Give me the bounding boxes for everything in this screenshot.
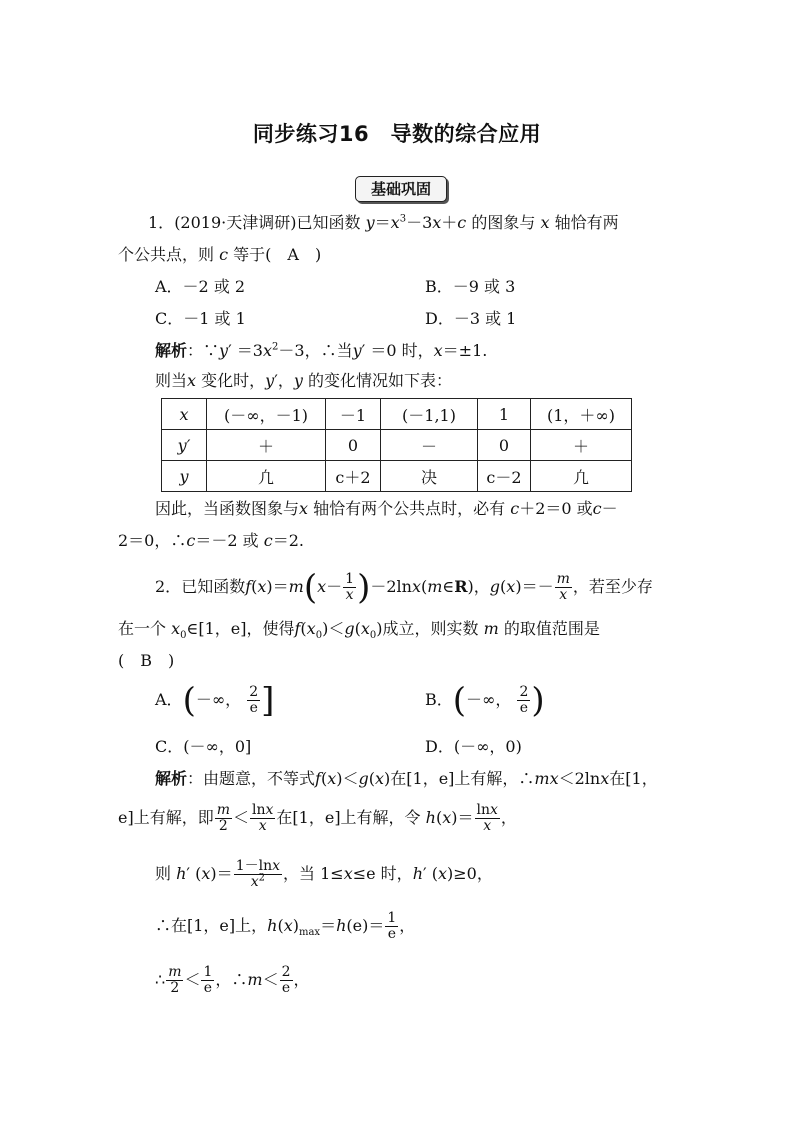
variation-table — [161, 398, 632, 492]
q2-option-b: B．(－∞， $\frac{2}{e}$ ) — [425, 680, 545, 721]
table-cell: ＋ — [531, 430, 632, 461]
table-cell: －1 — [326, 399, 381, 430]
q2-option-d: D．(－∞，0) — [425, 737, 522, 756]
q1-conclusion-line2: 2＝0，∴c＝－2 或 c＝2. — [118, 531, 304, 550]
q1-option-b: B．－9 或 3 — [425, 277, 516, 296]
section-badge: 基础巩固 — [355, 176, 447, 202]
q2-analysis-line2: e]上有解，即 $\frac{m}{2}$ ＜ $\frac{\ln x}{x}$ 在[1，e]上有解，令 h(x)＝ $\frac{\ln x}{x}$ ， — [118, 802, 517, 834]
table-cell: 决 — [381, 461, 478, 492]
table-cell: (－1,1) — [381, 399, 478, 430]
q2-option-c: C．(－∞，0] — [155, 737, 252, 756]
q2-option-a: A．(－∞， $\frac{2}{e}$ ] — [155, 680, 275, 721]
table-row — [162, 461, 632, 492]
q2-analysis-line4: ∴在[1，e]上，$h(x)_{max}=h(e)=$ $\frac{1}{e}$ ， — [155, 910, 416, 942]
table-cell: 凢 — [531, 461, 632, 492]
table-cell: (1，＋∞) — [531, 399, 632, 430]
q1-analysis-line1: 解析：∵y′ $=3x^2-3$，∴当y′ ＝0 时，x＝±1. — [155, 341, 488, 360]
q2-analysis-line5: ∴ $\frac{m}{2}$ ＜ $\frac{1}{e}$ ，∴m＜ $\frac{2}{e}$ ， — [155, 964, 310, 996]
q1-stem-line2: 个公共点，则 c 等于( A ) — [118, 245, 322, 264]
q1-option-d: D．－3 或 1 — [425, 309, 517, 328]
table-cell: 1 — [478, 399, 531, 430]
page-title: 同步练习16 导数的综合应用 — [252, 122, 542, 146]
q1-conclusion-line1: 因此，当函数图象与x 轴恰有两个公共点时，必有 c＋2＝0 或c－ — [155, 499, 618, 518]
q1-option-c: C．－1 或 1 — [155, 309, 246, 328]
q2-analysis-line1: 解析：由题意，不等式f(x)＜g(x)在[1，e]上有解，∴mx＜2lnx在[1， — [155, 769, 658, 788]
table-cell: － — [381, 430, 478, 461]
q1-analysis-line2: 则当x 变化时，y′，y 的变化情况如下表： — [155, 371, 453, 390]
q2-answer: ( B ) — [118, 651, 175, 670]
table-row — [162, 399, 632, 430]
table-cell: 0 — [478, 430, 531, 461]
q1-stem-line1: 1．(2019·天津调研)已知函数 $y=x^3-3x+c$ 的图象与 x 轴恰有两 — [148, 213, 619, 232]
table-cell: c＋2 — [326, 461, 381, 492]
table-cell: c－2 — [478, 461, 531, 492]
table-cell: 凢 — [207, 461, 326, 492]
table-cell: x — [162, 399, 207, 430]
table-cell: (－∞，－1) — [207, 399, 326, 430]
q2-stem-line1: 2．已知函数f(x)＝m(x－ $\frac{1}{x}$ )－2lnx(m∈R)，g(x)＝－ $\frac{m}{x}$ ，若至少存 — [155, 567, 653, 608]
table-row — [162, 430, 632, 461]
table-cell: 0 — [326, 430, 381, 461]
table-cell: ＋ — [207, 430, 326, 461]
table-cell: y — [162, 461, 207, 492]
q1-option-a: A．－2 或 2 — [155, 277, 246, 296]
q2-stem-line2: 在一个 $x_0\in[1$，e]，使得$f(x_0)<g(x_0)$成立，则实数 m 的取值范围是 — [118, 619, 600, 642]
q2-analysis-line3: 则 h′ (x)＝ $\frac{1-\ln x}{x^2}$ ，当 1≤x≤e 时，h′ (x)≥0， — [155, 858, 493, 890]
table-cell: y′ — [162, 430, 207, 461]
